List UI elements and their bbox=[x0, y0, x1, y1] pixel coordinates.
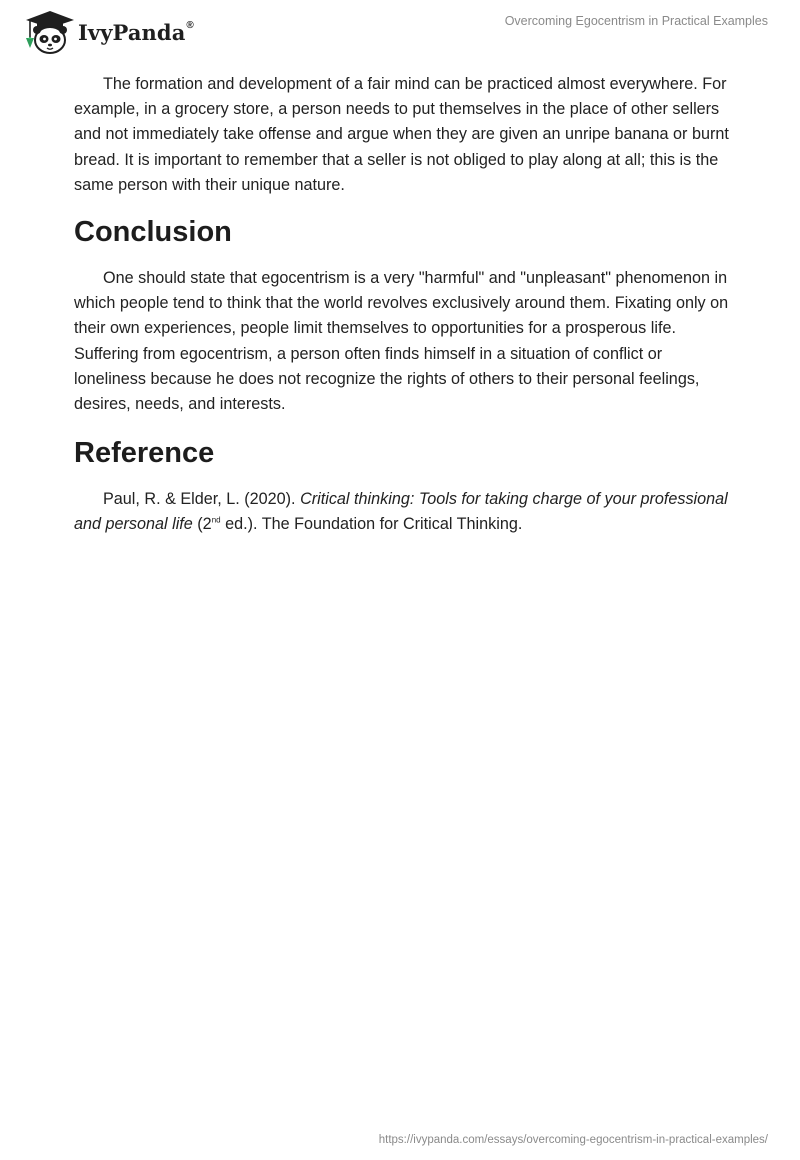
panda-graduation-cap-icon bbox=[16, 8, 76, 56]
reference-title: Critical thinking: Tools for taking charge of your professional and personal life bbox=[74, 490, 728, 534]
reference-entry bbox=[74, 487, 734, 537]
reference-edition-open: (2 bbox=[192, 515, 212, 534]
essay-content bbox=[74, 72, 734, 538]
source-url-link[interactable]: https://ivypanda.com/essays/overcoming-egocentrism-in-practical-examples/ bbox=[378, 1134, 768, 1146]
conclusion-heading: Conclusion bbox=[74, 216, 232, 249]
reference-authors-year: Paul, R. & Elder, L. (2020). bbox=[103, 490, 301, 509]
registered-mark: ® bbox=[186, 19, 194, 31]
reference-edition-sup: nd bbox=[211, 516, 221, 526]
page-header bbox=[0, 0, 800, 70]
conclusion-paragraph: One should state that egocentrism is a very "harmful" and "unpleasant" phenomenon in which people tend to think that the world revolves exclusively around them. Fixating only on their own experiences, people limit themselves to opportunities for a prosperous life. Suffering from egocentrism, a person often finds himself in a situation of conflict or loneliness because he does not recognize the rights of others to their personal feelings, desires, needs, and interests. bbox=[74, 269, 729, 414]
reference-edition-close: ed.). The Foundation for Critical Thinking. bbox=[220, 515, 523, 534]
intro-paragraph: The formation and development of a fair mind can be practiced almost everywhere. For example, in a grocery store, a person needs to put themselves in the place of other sellers and not immediately take offense and argue when they are given an unripe banana or burnt bread. It is important to remember that a seller is not obliged to play along at all; this is the same person with their unique nature. bbox=[74, 75, 729, 194]
reference-heading: Reference bbox=[74, 437, 215, 470]
running-title: Overcoming Egocentrism in Practical Examples bbox=[504, 14, 768, 28]
ivypanda-logo[interactable] bbox=[16, 8, 194, 56]
brand-name: IvyPanda® bbox=[78, 19, 194, 45]
